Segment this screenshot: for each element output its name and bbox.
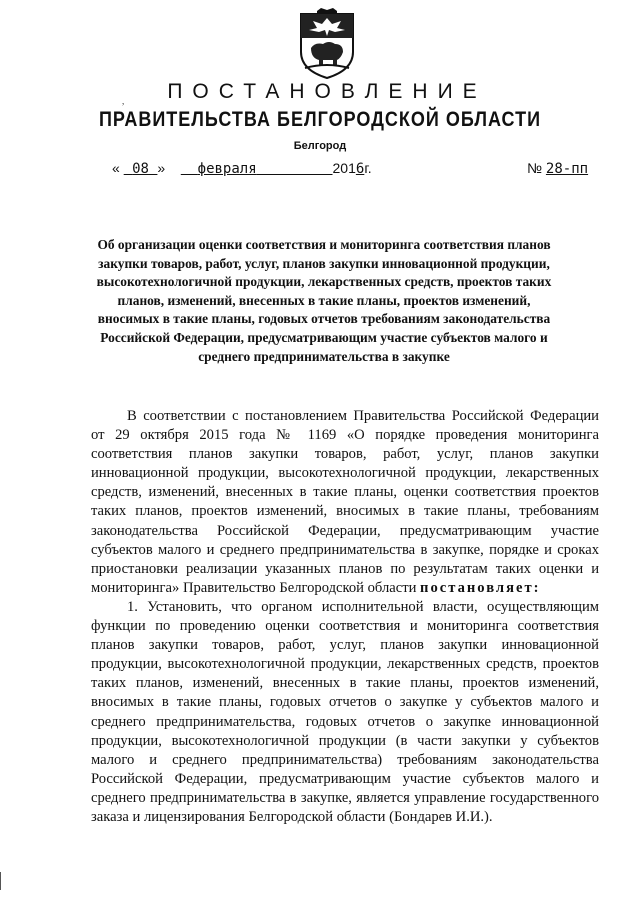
document-type: ПОСТАНОВЛЕНИЕ	[167, 80, 487, 103]
page-edge-mark	[0, 872, 5, 890]
point-1-paragraph: 1. Установить, что органом исполнительной власти, осуществляющим функции по проведению оценки соответствия и мониторинга соответствия планов закупки товаров, работ, услуг, планов закупки инновационной продукции, высокотехнологичной продукции, лекарственных средств, проектов таких планов, изменений, внесенных в такие планы, проектов изменений, вносимых в такие планы, годовых отчетов о закупке у субъектов малого и среднего предпринимательства, годовых отчетов о закупке инновационной продукции, высокотехнологичной продукции (в части закупки у субъектов малого и среднего предпринимательства) требованиям законодательства Российской Федерации, предусматривающим участие субъектов малого и среднего предпринимательства в закупке, является управление государственного заказа и лицензирования Белгородской области (Бондарев И.И.).	[91, 598, 599, 825]
date-year-end: г.	[364, 160, 372, 176]
stray-mark: ,	[122, 96, 125, 106]
document-date	[112, 160, 372, 177]
document-number	[527, 160, 588, 177]
issuing-authority: ПРАВИТЕЛЬСТВА БЕЛГОРОДСКОЙ ОБЛАСТИ	[98, 106, 542, 131]
number-label: №	[527, 160, 543, 176]
preamble-text: В соответствии с постановлением Правительства Российской Федерации от 29 октября 2015 года № 1169 «О порядке проведения мониторинга соответствия планов закупки товаров, работ, услуг, планов закупки инновационной продукции, высокотехнологичной продукции, лекарственных средств, изменений, внесенных в такие планы, оценки соответствия проектов таких планов, проектов изменений, вносимых в такие планы, требованиям законодательства Российской Федерации, предусматривающим участие субъектов малого и среднего предпринимательства в закупке, порядке и сроках приостановки реализации указанных планов по результатам таких оценки и мониторинга» Правительство Белгородской области	[91, 408, 599, 596]
document-body	[91, 407, 599, 827]
date-year-suffix: 6	[355, 161, 365, 177]
document-title: Об организации оценки соответствия и мониторинга соответствия планов закупки товаров, работ, услуг, планов закупки инновационной продукции, высокотехнологичной продукции, лекарственных средств, проектов таких планов, изменений, внесенных в такие планы, проектов изменений, вносимых в такие планы, годовых отчетов требованиям законодательства Российской Федерации, предусматривающим участие субъектов малого и среднего предпринимательства в закупке	[96, 237, 552, 364]
date-open-quote: «	[112, 160, 120, 176]
preamble-paragraph	[91, 407, 599, 598]
date-year-prefix: 201	[332, 160, 356, 176]
number-value: 28-пп	[545, 161, 589, 177]
date-month: февраля	[197, 161, 257, 177]
date-close-quote: »	[157, 160, 166, 176]
resolves-word: постановляет:	[420, 579, 541, 596]
belgorod-coat-of-arms-icon	[295, 8, 359, 80]
city-name: Белгород	[293, 140, 347, 152]
date-day: 08	[132, 161, 149, 177]
